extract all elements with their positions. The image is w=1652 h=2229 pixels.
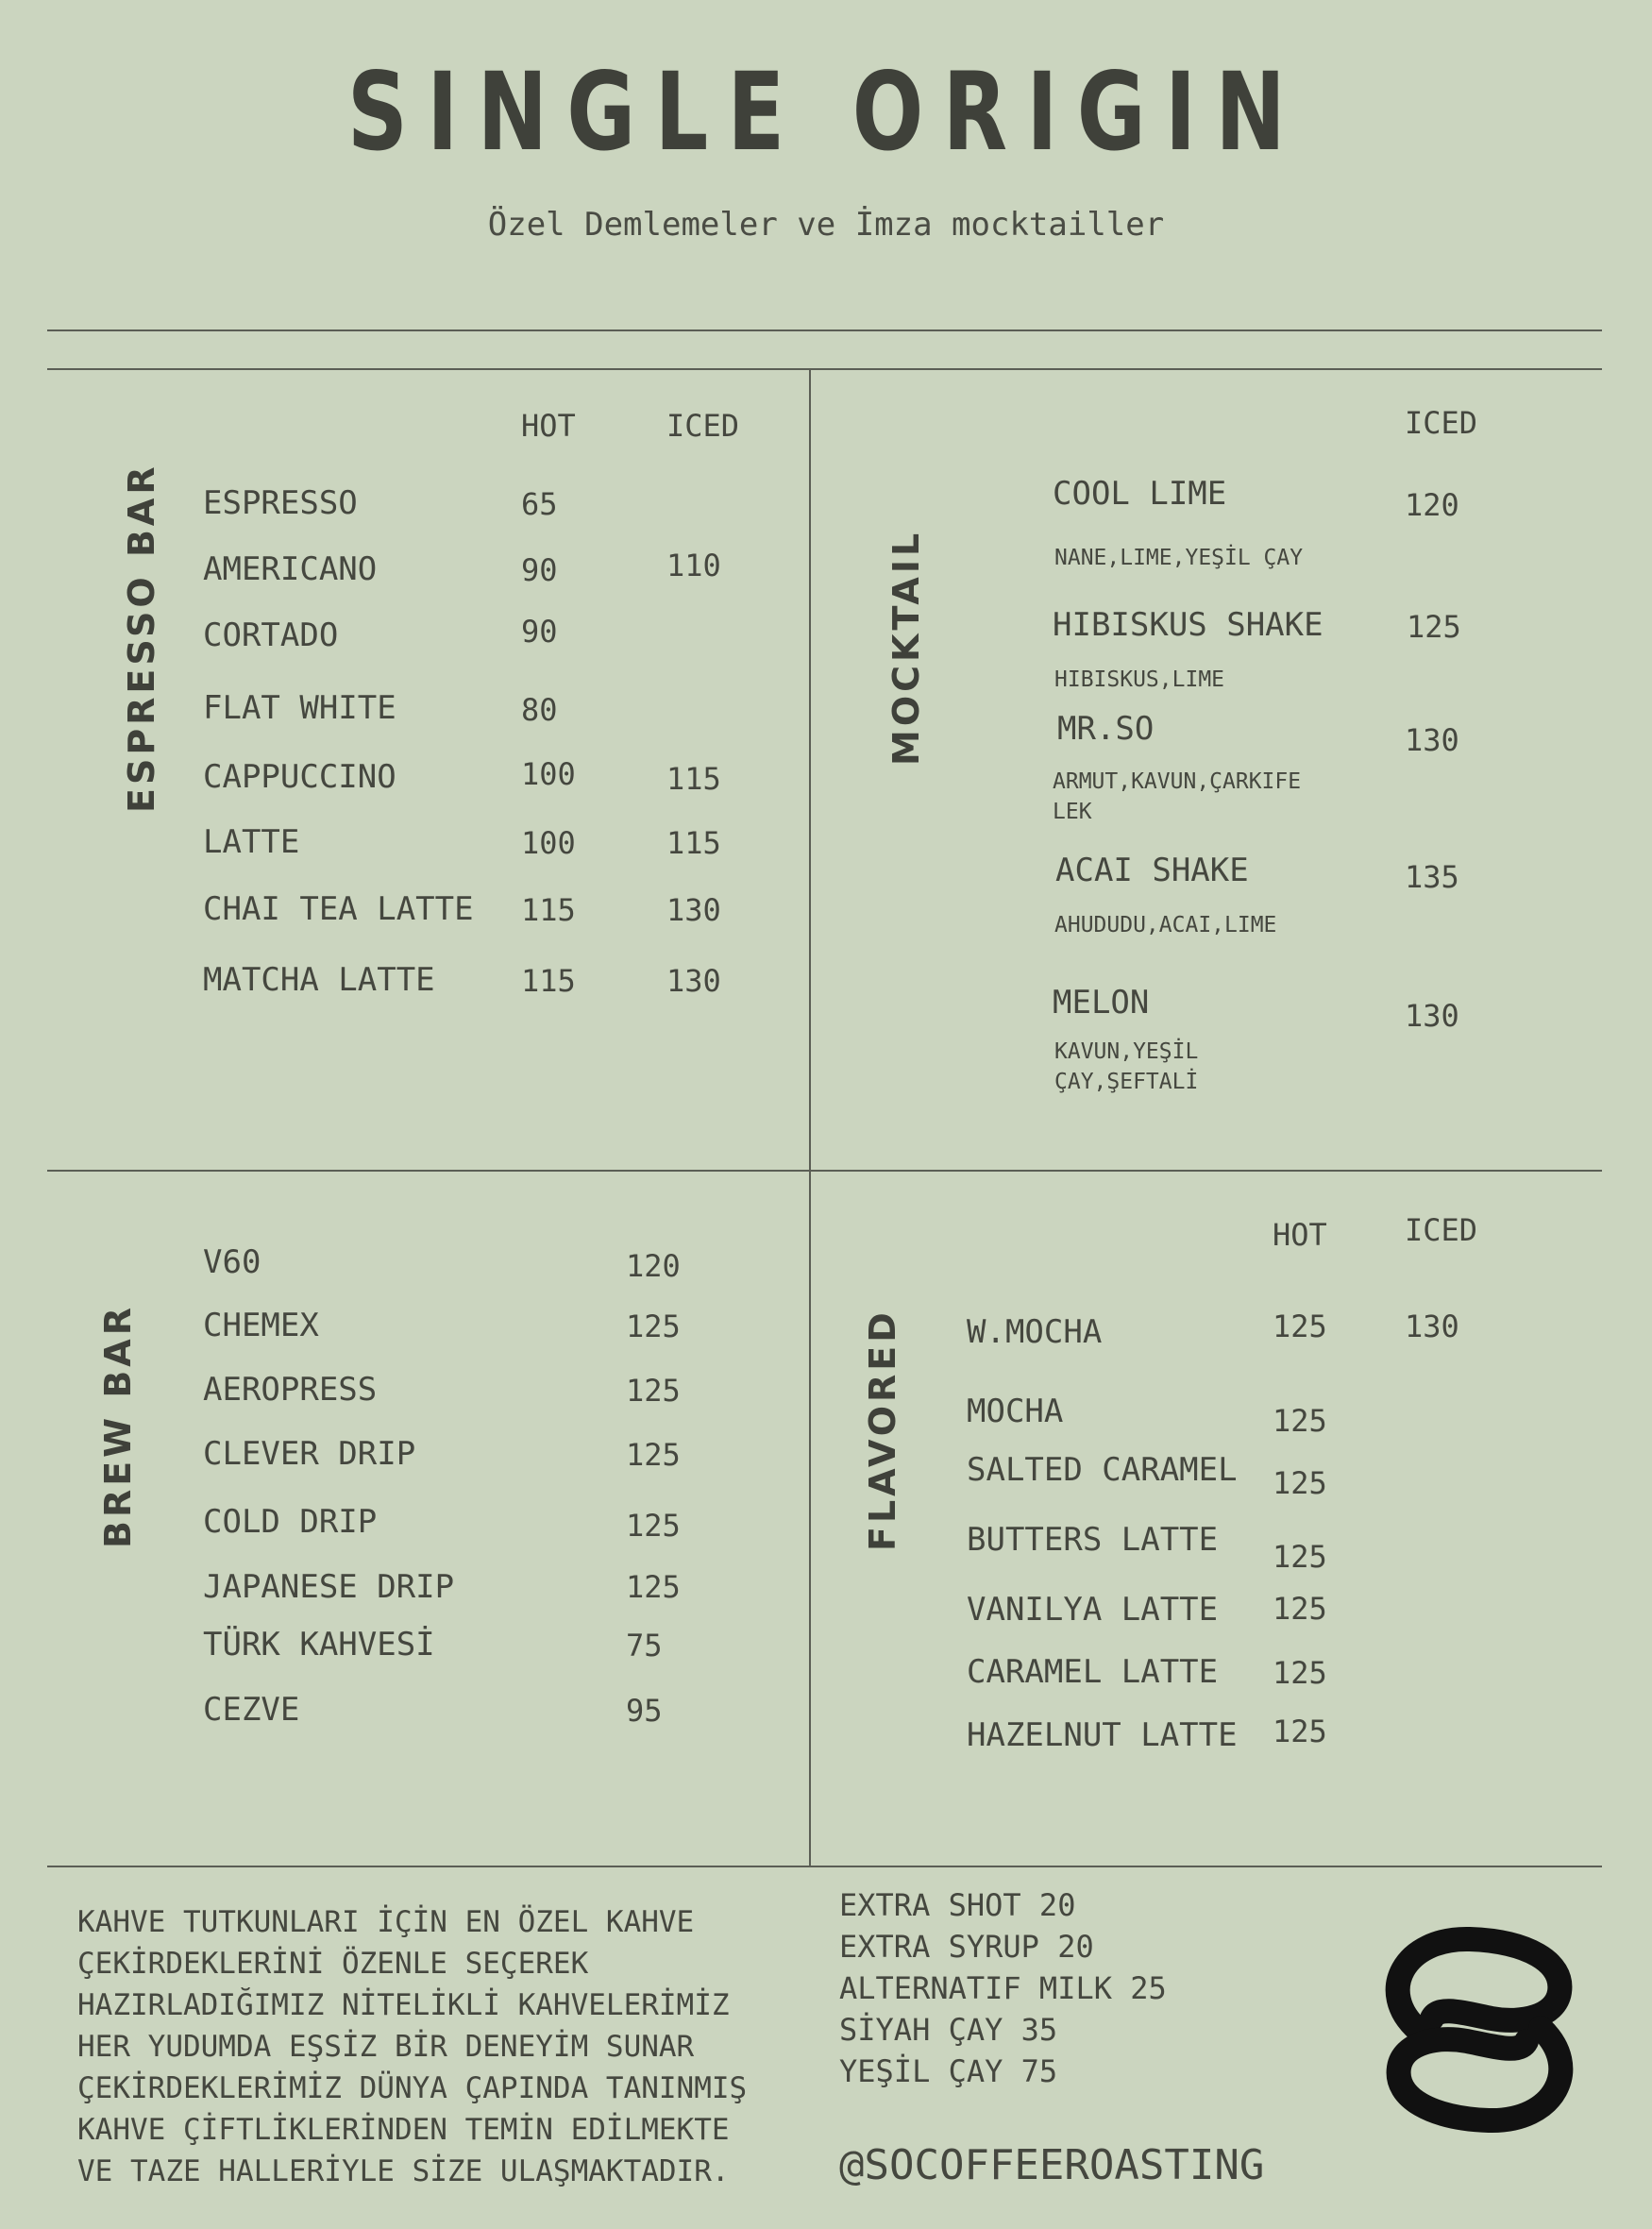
divider-vertical: [809, 368, 811, 1866]
espresso-item-name: FLAT WHITE: [203, 689, 396, 727]
espresso-item-name: CHAI TEA LATTE: [203, 890, 474, 928]
flavored-item-name: SALTED CARAMEL: [967, 1451, 1238, 1489]
brew-item-price: 125: [626, 1373, 681, 1409]
brew-item-name: CEZVE: [203, 1691, 300, 1729]
espresso-item-iced: 115: [666, 761, 721, 797]
mocktail-item-desc: ARMUT,KAVUN,ÇARKIFE LEK: [1053, 769, 1302, 824]
divider-middle: [47, 1170, 1602, 1172]
flavored-item-hot: 125: [1273, 1465, 1327, 1501]
espresso-item-name: MATCHA LATTE: [203, 961, 435, 999]
so-logo-icon: [1380, 1926, 1578, 2134]
flavored-item-name: CARAMEL LATTE: [967, 1653, 1219, 1691]
espresso-item-hot: 100: [521, 825, 576, 861]
espresso-item-hot: 90: [521, 552, 558, 588]
extra-item: YEŞİL ÇAY 75: [839, 2053, 1058, 2089]
flavored-item-hot: 125: [1273, 1539, 1327, 1575]
mocktail-item-iced: 135: [1405, 859, 1459, 895]
espresso-iced-header: ICED: [666, 408, 740, 444]
divider-top-1: [47, 329, 1602, 331]
mocktail-iced-header: ICED: [1405, 405, 1478, 441]
flavored-item-name: W.MOCHA: [967, 1313, 1103, 1351]
brew-item-name: CLEVER DRIP: [203, 1435, 416, 1473]
brew-item-name: AEROPRESS: [203, 1371, 378, 1409]
brew-item-price: 75: [626, 1628, 663, 1663]
flavored-item-iced: 130: [1405, 1309, 1459, 1344]
page-title: SINGLE ORIGIN: [346, 49, 1306, 175]
espresso-item-name: AMERICANO: [203, 550, 378, 588]
flavored-label: FLAVORED: [862, 1309, 903, 1551]
flavored-item-name: BUTTERS LATTE: [967, 1521, 1219, 1559]
brew-item-name: COLD DRIP: [203, 1503, 378, 1541]
extra-item: ALTERNATIF MILK 25: [839, 1970, 1167, 2006]
brew-item-price: 125: [626, 1508, 681, 1544]
mocktail-item-desc: HIBISKUS,LIME: [1054, 667, 1225, 692]
brew-item-price: 120: [626, 1248, 681, 1284]
espresso-item-hot: 65: [521, 486, 558, 522]
brew-bar-label: BREW BAR: [97, 1304, 139, 1548]
flavored-item-name: VANILYA LATTE: [967, 1591, 1219, 1629]
brew-item-price: 125: [626, 1437, 681, 1473]
mocktail-item-desc: AHUDUDU,ACAI,LIME: [1054, 913, 1277, 937]
mocktail-item-name: MELON: [1053, 984, 1150, 1022]
divider-top-2: [47, 368, 1602, 370]
mocktail-item-iced: 120: [1405, 487, 1459, 523]
flavored-item-hot: 125: [1273, 1714, 1327, 1749]
brew-item-name: TÜRK KAHVESİ: [203, 1626, 435, 1663]
flavored-iced-header: ICED: [1405, 1212, 1478, 1248]
page-subtitle: Özel Demlemeler ve İmza mocktailler: [487, 206, 1165, 244]
mocktail-item-name: COOL LIME: [1053, 475, 1227, 513]
flavored-item-name: MOCHA: [967, 1393, 1064, 1430]
brew-item-price: 125: [626, 1309, 681, 1344]
extra-item: EXTRA SHOT 20: [839, 1887, 1076, 1923]
brew-item-name: JAPANESE DRIP: [203, 1568, 455, 1606]
espresso-item-name: CAPPUCCINO: [203, 758, 396, 796]
espresso-bar-label: ESPRESSO BAR: [121, 463, 162, 813]
extra-item: EXTRA SYRUP 20: [839, 1929, 1094, 1965]
espresso-item-name: LATTE: [203, 823, 300, 861]
mocktail-item-name: ACAI SHAKE: [1055, 852, 1249, 889]
espresso-item-iced: 110: [666, 548, 721, 583]
espresso-hot-header: HOT: [521, 408, 576, 444]
espresso-item-hot: 115: [521, 892, 576, 928]
espresso-item-iced: 130: [666, 963, 721, 999]
brew-item-name: CHEMEX: [203, 1307, 319, 1344]
mocktail-item-iced: 125: [1407, 609, 1461, 645]
about-paragraph: KAHVE TUTKUNLARI İÇİN EN ÖZEL KAHVE ÇEKİRDEKLERİNİ ÖZENLE SEÇEREK HAZIRLADIĞIMIZ NİTELİKLİ KAHVELERİMİZ HER YUDUMDA EŞSİZ BİR DENEYİM SUNAR ÇEKİRDEKLERİMİZ DÜNYA ÇAPINDA TANINMIŞ KAHVE ÇİFTLİKLERİNDEN TEMİN EDİLMEKTE VE TAZE HALLERİYLE SİZE ULAŞMAKTADIR.: [77, 1905, 748, 2188]
espresso-item-iced: 115: [666, 825, 721, 861]
mocktail-label: MOCKTAIL: [885, 529, 927, 766]
mocktail-item-desc: NANE,LIME,YEŞİL ÇAY: [1054, 546, 1304, 570]
social-handle[interactable]: @SOCOFFEEROASTING: [839, 2141, 1265, 2189]
flavored-item-hot: 125: [1273, 1309, 1327, 1344]
espresso-item-hot: 90: [521, 614, 558, 650]
mocktail-item-iced: 130: [1405, 722, 1459, 758]
mocktail-item-name: HIBISKUS SHAKE: [1053, 606, 1323, 644]
espresso-item-hot: 80: [521, 692, 558, 728]
espresso-item-hot: 100: [521, 756, 576, 792]
flavored-item-name: HAZELNUT LATTE: [967, 1716, 1238, 1754]
mocktail-item-iced: 130: [1405, 998, 1459, 1034]
extra-item: SİYAH ÇAY 35: [839, 2012, 1058, 2048]
brew-item-price: 125: [626, 1569, 681, 1605]
mocktail-item-desc: KAVUN,YEŞİL ÇAY,ŞEFTALİ: [1054, 1039, 1199, 1094]
flavored-item-hot: 125: [1273, 1655, 1327, 1691]
brew-item-price: 95: [626, 1693, 663, 1729]
flavored-item-hot: 125: [1273, 1591, 1327, 1627]
espresso-item-name: ESPRESSO: [203, 484, 358, 522]
mocktail-item-name: MR.SO: [1057, 710, 1155, 748]
flavored-item-hot: 125: [1273, 1403, 1327, 1439]
espresso-item-name: CORTADO: [203, 616, 339, 654]
espresso-item-hot: 115: [521, 963, 576, 999]
brew-item-name: V60: [203, 1243, 261, 1281]
divider-bottom: [47, 1866, 1602, 1867]
flavored-hot-header: HOT: [1273, 1217, 1327, 1253]
espresso-item-iced: 130: [666, 892, 721, 928]
